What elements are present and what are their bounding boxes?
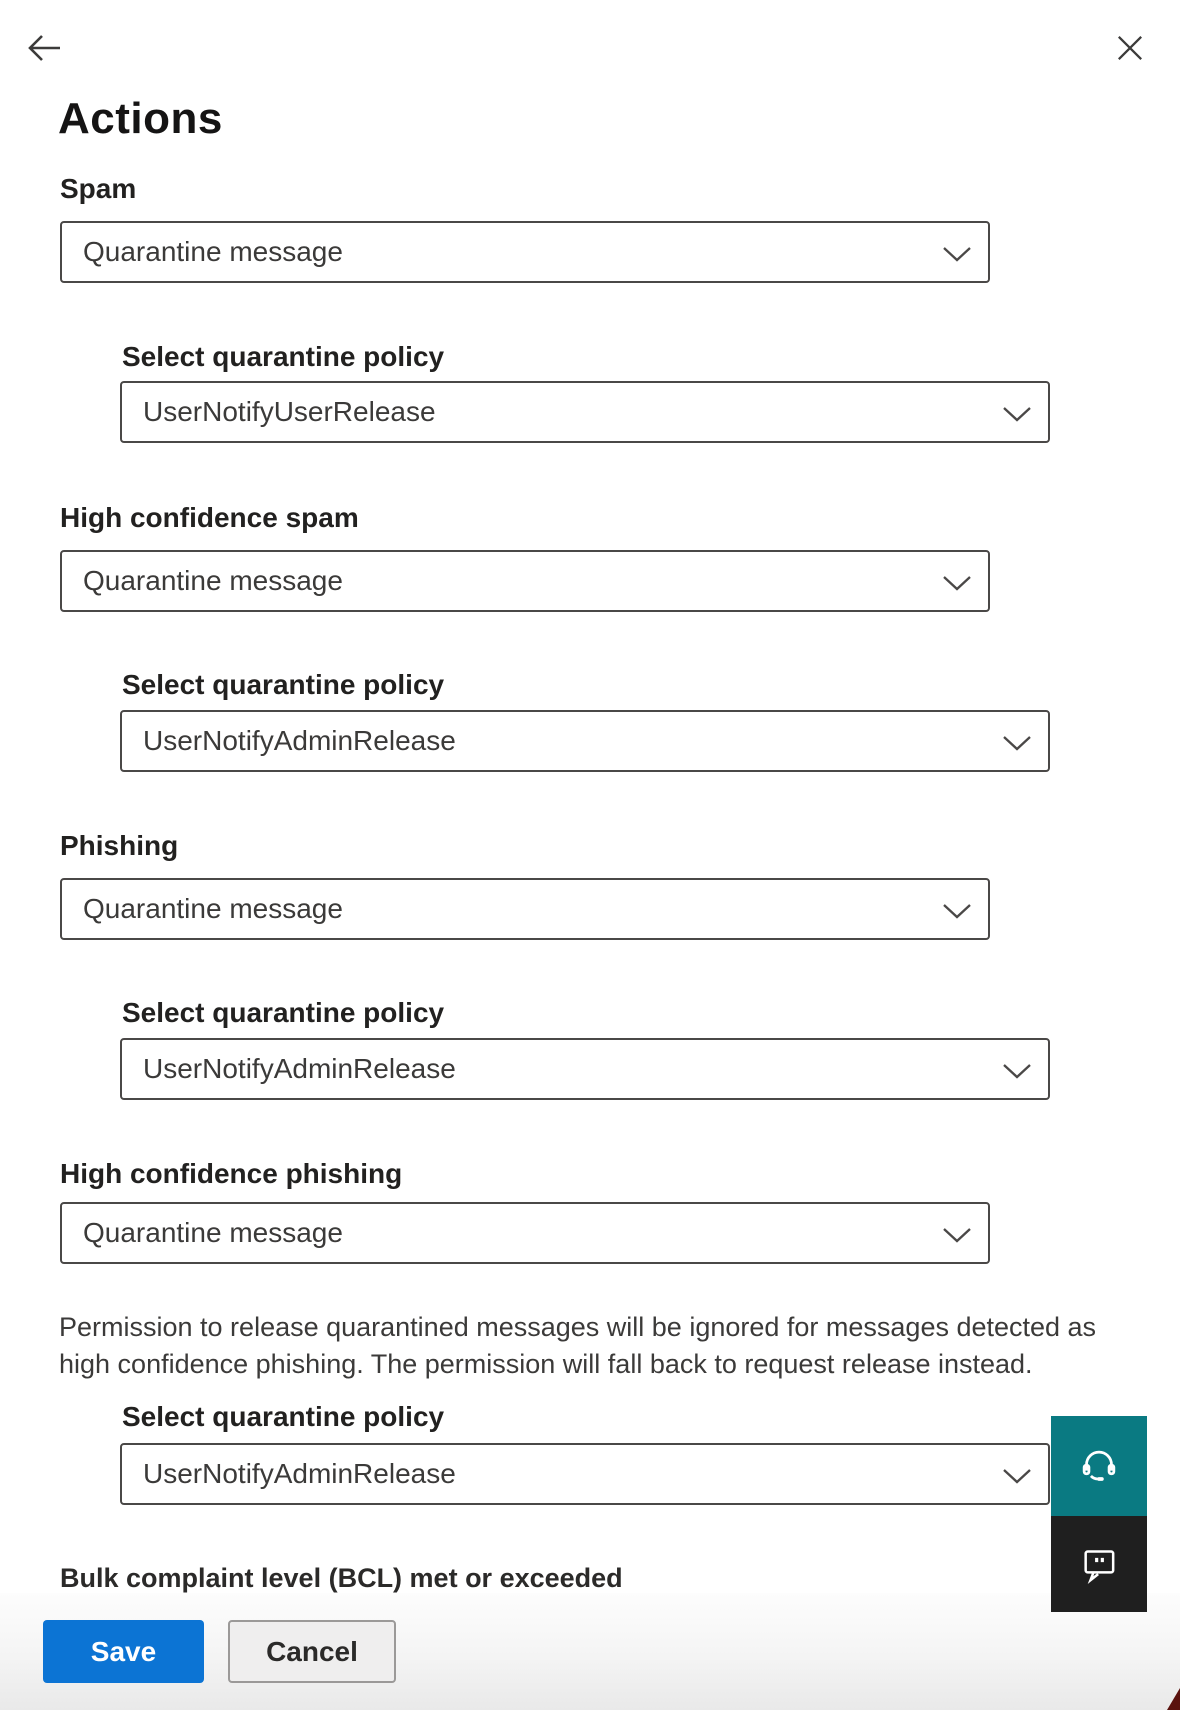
chevron-down-icon — [1002, 406, 1032, 422]
back-button[interactable] — [24, 28, 64, 68]
phishing-policy-select[interactable] — [120, 1038, 1050, 1100]
section-label-high-confidence-spam: High confidence spam — [60, 502, 359, 533]
spam-policy-select[interactable] — [120, 381, 1050, 443]
chevron-down-icon — [942, 575, 972, 591]
phishing-action-value: Quarantine message — [83, 893, 343, 924]
high-confidence-phishing-note — [59, 1309, 1096, 1383]
chevron-down-icon — [942, 246, 972, 262]
phishing-policy-value: UserNotifyAdminRelease — [143, 1053, 456, 1084]
corner-artifact — [1167, 1688, 1180, 1710]
phishing-action-select[interactable] — [60, 878, 990, 940]
chevron-down-icon — [1002, 1063, 1032, 1079]
high-confidence-spam-action-value: Quarantine message — [83, 565, 343, 596]
note-line: Permission to release quarantined messages will be ignored for messages detected as — [59, 1312, 1097, 1342]
support-button[interactable] — [1051, 1416, 1147, 1516]
chevron-down-icon — [1002, 1468, 1032, 1484]
back-arrow-icon — [25, 29, 63, 67]
footer-bar — [0, 1593, 1180, 1710]
section-label-high-confidence-phishing: High confidence phishing — [60, 1158, 403, 1189]
spam-action-value: Quarantine message — [83, 236, 343, 267]
phishing-policy-label: Select quarantine policy — [122, 997, 445, 1028]
high-confidence-spam-action-select[interactable] — [60, 550, 990, 612]
high-confidence-phishing-policy-value: UserNotifyAdminRelease — [143, 1458, 456, 1489]
note-line: high confidence phishing. The permission will fall back to request release instead. — [59, 1349, 1033, 1379]
save-button[interactable]: Save — [43, 1620, 204, 1683]
high-confidence-spam-policy-select[interactable] — [120, 710, 1050, 772]
spam-policy-label: Select quarantine policy — [122, 341, 445, 372]
high-confidence-spam-policy-value: UserNotifyAdminRelease — [143, 725, 456, 756]
spam-policy-value: UserNotifyUserRelease — [143, 396, 436, 427]
high-confidence-phishing-action-value: Quarantine message — [83, 1217, 343, 1248]
section-label-phishing: Phishing — [60, 830, 179, 861]
high-confidence-phishing-policy-label: Select quarantine policy — [122, 1401, 445, 1432]
chevron-down-icon — [942, 903, 972, 919]
chevron-down-icon — [942, 1227, 972, 1243]
cancel-button[interactable]: Cancel — [228, 1620, 396, 1683]
page-title: Actions — [58, 94, 223, 143]
spam-action-select[interactable] — [60, 221, 990, 283]
close-icon — [1116, 34, 1144, 62]
section-label-spam: Spam — [60, 173, 137, 204]
high-confidence-phishing-action-select[interactable] — [60, 1202, 990, 1264]
feedback-bubble-icon — [1079, 1544, 1119, 1584]
section-label-bulk-complaint-level: Bulk complaint level (BCL) met or exceeded — [60, 1563, 623, 1593]
close-button[interactable] — [1114, 32, 1146, 64]
high-confidence-phishing-policy-select[interactable] — [120, 1443, 1050, 1505]
high-confidence-spam-policy-label: Select quarantine policy — [122, 669, 445, 700]
feedback-button[interactable] — [1051, 1516, 1147, 1612]
chevron-down-icon — [1002, 735, 1032, 751]
headset-icon — [1077, 1444, 1121, 1488]
